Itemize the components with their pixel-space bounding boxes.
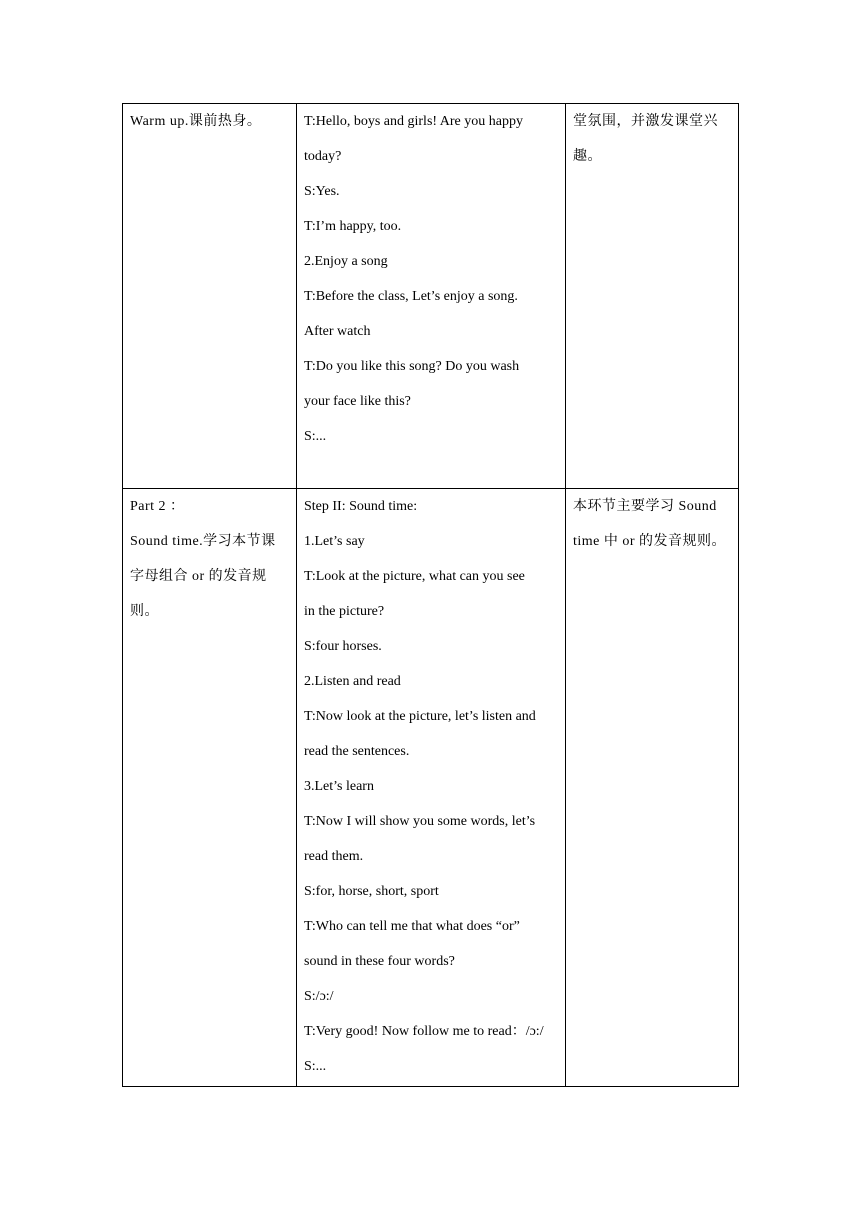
process-line: sound in these four words? <box>304 954 455 969</box>
process-line: T:Now I will show you some words, let’s <box>304 814 536 829</box>
stage-line: 字母组合 or 的发音规 <box>130 569 267 584</box>
lesson-plan-table <box>122 103 739 1087</box>
process-line: Step II: Sound time: <box>304 499 418 514</box>
purpose-cell <box>566 489 739 1087</box>
table-row <box>123 489 739 1087</box>
process-line: S:... <box>304 429 327 444</box>
process-line: T:Very good! Now follow me to read：/ɔ:/ <box>304 1024 544 1039</box>
stage-line: 则。 <box>130 604 159 619</box>
process-line: S:/ɔ:/ <box>304 989 334 1004</box>
process-line: T:I’m happy, too. <box>304 219 402 234</box>
process-line: read the sentences. <box>304 744 410 759</box>
process-line: read them. <box>304 849 364 864</box>
process-line: T:Now look at the picture, let’s listen and <box>304 709 536 724</box>
process-line: T:Before the class, Let’s enjoy a song. <box>304 289 518 304</box>
process-line: T:Do you like this song? Do you wash <box>304 359 520 374</box>
process-line: S:four horses. <box>304 639 382 654</box>
process-line: T:Who can tell me that what does “or” <box>304 919 520 934</box>
stage-line: Sound time.学习本节课 <box>130 534 276 549</box>
process-line: T:Look at the picture, what can you see <box>304 569 525 584</box>
table-row <box>123 104 739 489</box>
process-cell <box>297 489 566 1087</box>
purpose-line: 堂氛围，并激发课堂兴 <box>573 114 718 129</box>
process-line: S:for, horse, short, sport <box>304 884 439 899</box>
purpose-line: time 中 or 的发音规则。 <box>573 534 727 549</box>
process-line: S:... <box>304 1059 327 1074</box>
stage-cell <box>123 489 297 1087</box>
purpose-cell <box>566 104 739 489</box>
process-line: 2.Enjoy a song <box>304 254 388 269</box>
stage-cell <box>123 104 297 489</box>
purpose-line: 趣。 <box>573 149 602 164</box>
process-line: T:Hello, boys and girls! Are you happy <box>304 114 523 129</box>
process-line: 3.Let’s learn <box>304 779 374 794</box>
process-cell <box>297 104 566 489</box>
process-line: After watch <box>304 324 371 339</box>
process-line: today? <box>304 149 342 164</box>
process-line: your face like this? <box>304 394 411 409</box>
stage-line: Warm up.课前热身。 <box>130 114 262 129</box>
process-line: in the picture? <box>304 604 385 619</box>
purpose-line: 本环节主要学习 Sound <box>573 499 717 514</box>
process-line: 1.Let’s say <box>304 534 365 549</box>
stage-line: Part 2 ： <box>130 499 185 514</box>
process-line: 2.Listen and read <box>304 674 401 689</box>
process-line: S:Yes. <box>304 184 340 199</box>
